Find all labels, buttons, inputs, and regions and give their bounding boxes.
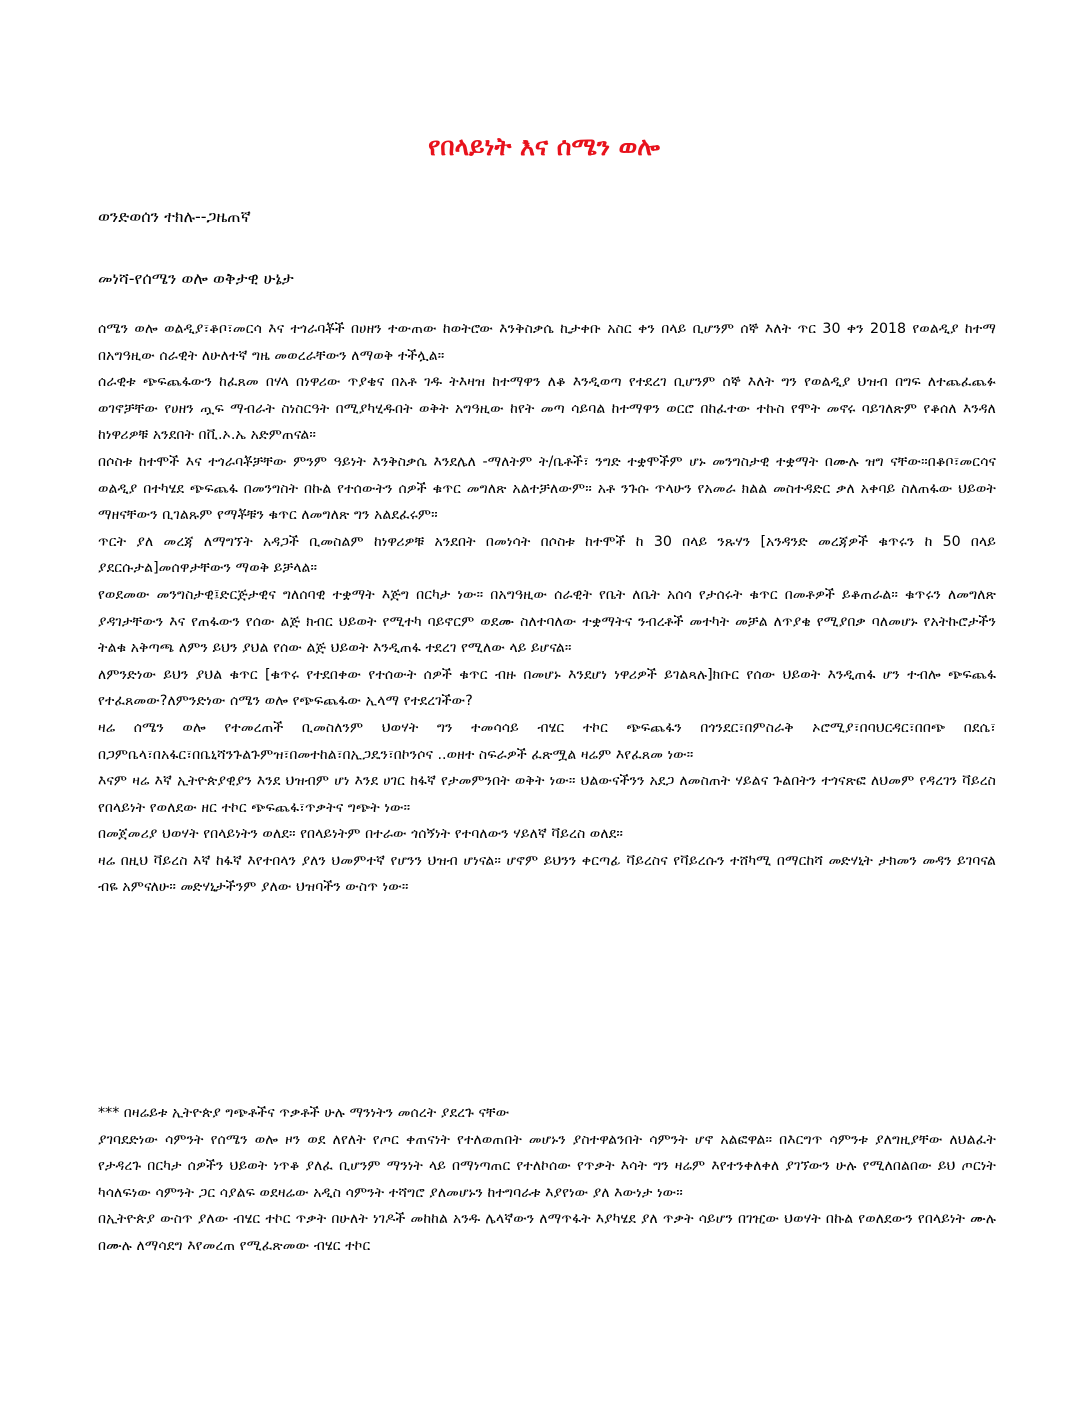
paragraph: በመጀመሪያ ህወሃት የበላይነትን ወለደ። የበላይነትም በተራው ጎሰኝነት የተባለውን ሃይለኛ ቫይረስ ወለደ።	[98, 826, 624, 843]
subheading: መነሻ-የሰሜን ወሎ ወቅታዊ ሁኔታ	[98, 269, 294, 288]
paragraph: ዛሬ ሰሜን ወሎ የተመረጠች ቢመስለንም ህወሃት ግን ተመሳሳይ ብሄር ተኮር ጭፍጨፋን በጎንደር፣በምስራቅ ኦሮሚያ፣በባህርዳር፣በበጭ በደሴ፣ በጋምቤላ፣በአፋር፣በቤኒሻንጉልጉምዝ፣በመተከል፣በኢጋዴን፣በኮንሶና ..ወዘተ ስፍራዎች ፈጽሟል ዛሬም እየፈጸመ ነው።	[98, 719, 996, 763]
section-heading: *** በዛሬይቱ ኢትዮጵያ ግጭቶችና ጥቃቶች ሁሉ ማንነትን መሰረት ያደረጉ ናቸው	[98, 1105, 510, 1121]
paragraph: ጥርት ያለ መረጃ ለማግኘት አዳጋች ቢመስልም ከነዋሪዎቹ አንደበት በመነሳት በሶስቱ ከተሞች ከ 30 በላይ ንጹሃን [አንዳንድ መረጃዎች ቁጥሩን ከ 50 በላይ ያደርሱታል]መሰዋታቸውን ማወቅ ይቻላል።	[98, 533, 996, 577]
paragraph: በሶስቱ ከተሞች እና ተጎራባቾቻቸው ምንም ዓይነት እንቅስቃሴ እንደሌለ -ማለትም ት/ቤቶች፣ ንግድ ተቋሞችም ሆኑ መንግስታዊ ተቋማት በሙሉ ዝግ ናቸው።በቆቦ፣መርሳና ወልዲያ በተካሄደ ጭፍጨፋ በመንግስት በኩል የተሰውትን ሰዎች ቁጥር መግለጽ አልተቻለውም። አቶ ንጉሱ ጥላሁን የአመራ ክልል መስተዳድር ቃለ አቀባይ ስለጠፋው ህይወት ማዘናቸውን ቢገልጹም የማቾቹን ቁጥር ለመግለጽ ግን አልደፈሩም።	[98, 453, 996, 524]
author-line: ወንድወሰን ተክሉ--ጋዜጠኛ	[98, 207, 251, 226]
body-text	[98, 316, 996, 901]
paragraph: ሰራዊቱ ጭፍጨፋውን ከፈጸመ በሃላ በነዋሪው ጥያቄና በአቶ ገዱ ትእዛዝ ከተማዋን ለቆ እንዲወጣ የተደረገ ቢሆንም ሰኞ እለት ግን የወልዲያ ህዝብ በግፍ ለተጨፈጨፉ ወገኖቻቸው የሀዘን ጧፍ ማብራት ስነስርዓት በሚያካሂዱበት ወቅት አግዓዚው ከየት መጣ ሳይባል ከተማዋን ወርሮ በከፈተው ተኩስ የሞት መኖሩ ባይገለጽም የቆሰለ እንዳለ ከነዋሪዎቹ አንደበት በቪ.ኦ.ኤ አድምጠናል።	[98, 374, 996, 444]
paragraph: በኢትዮጵያ ውስጥ ያለው ብሄር ተኮር ጥቃት በሁለት ነገዶች መከከል አንዱ ሌላኛውን ለማጥፋት እያካሄደ ያለ ጥቃት ሳይሆን በገዢው ህወሃት በኩል የወለደውን የበላይነት ሙሉ በሙሉ ለማሳደግ እየመረጠ የሚፈጽመው ብሄር ተኮር	[98, 1211, 996, 1254]
paragraph: ለምንድነው ይህን ያህል ቁጥር [ቁጥሩ የተደበቀው የተሰውት ሰዎች ቁጥር ብዙ በመሆኑ እንደሆነ ነዋሪዎች ይገልጻሉ]ክቡር የሰው ህይወት እንዲጠፋ ሆን ተብሎ ጭፍጨፋ የተፈጸመው?ለምንድነው ሰሜን ወሎ የጭፍጨፋው ኢላማ የተደረገችው?	[98, 666, 996, 710]
paragraph: የወደመው መንግስታዊ፤ድርጅታዊና ግለሰባዊ ተቋማት እጅግ በርካታ ነው። በአግዓዚው ሰራዊት የቤት ለቤት አሰሳ የታሰሩት ቁጥር በመቶዎች ይቆጠራል። ቁጥሩን ለመግለጽ ያዳገታቸውን እና የጠፋውን የሰው ልጅ ክብር ህይወት የሚተካ ባይኖርም ወደሙ ስለተባለው ተቋማትና ንብረቶች መተካት መቻል ለጥያቄ የሚያበቃ ባለመሆኑ የአትኩሮታችን ትልቁ አቅጣጫ ለምን ይህን ያህል የሰው ልጅ ህይወት እንዲጠፋ ተደረገ የሚለው ላይ ይሆናል።	[98, 586, 996, 657]
paragraph: ሰሜን ወሎ ወልዲያ፣ቆቦ፣መርሳ እና ተጎራባቾች በሀዘን ተውጠው ከወትሮው እንቅስቃሴ ኪታቀቡ አስር ቀን በላይ ቢሆንም ሰኞ እለት ጥር 30 ቀን 2018 የወልዲያ ከተማ በአግዓዚው ሰራዊት ለሁለተኛ ግዜ መወረራቸውን ለማወቅ ተችሏል።	[98, 321, 996, 364]
document-title: የበላይነት እና ሰሜን ወሎ	[428, 132, 660, 161]
section-two	[98, 1100, 996, 1260]
paragraph: ዛሬ በዚህ ቫይረስ እኛ ከፋኛ እየተበላን ያለን ህመምተኛ የሆንን ህዝብ ሆነናል። ሆኖም ይህንን ቀርጣፊ ቫይረስና የቫይረሱን ተሸካሚ በማርከሻ መድሃኒት ታክመን መዳን ይገባናል ብዬ አምናለሁ። መድሃኒታችንም ያለው ህዝባችን ውስጥ ነው።	[98, 852, 996, 896]
paragraph: እናም ዛሬ እኛ ኢትዮጵያዊያን እንደ ህዝብም ሆነ እንደ ሀገር ከፋኛ የታመምንበት ወቅት ነው። ህልውናችንን አደጋ ለመስጠት ሃይልና ጉልበትን ተጎናጽፎ ለህመም የዳረገን ቫይረስ የበላይነት የወለደው ዘር ተኮር ጭፍጨፋ፣ጥቃትና ግጭት ነው።	[98, 773, 996, 816]
paragraph: ያገባደድነው ሳምንት የሰሜን ወሎ ዞን ወደ ለየለት የጦር ቀጠናነት የተለወጠበት መሆኑን ያስተዋልንበት ሳምንት ሆኖ አልፎዋል። በእርግጥ ሳምንቱ ያለግዚያቸው ለህልፈት የታዳረጉ በርካታ ሰዎችን ህይወት ነጥቆ ያለፈ ቢሆንም ማንነት ላይ በማነጣጠር የተለኮሰው የጥቃት እሳት ግን ዛሬም እየተንቀለቀለ ያገኘውን ሁሉ የሚለበልበው ይህ ጦርነት ካሳለፍነው ሳምንት ጋር ሳያልፍ ወደዛሬው አዲስ ሳምንት ተሻግሮ ያለመሆኑን ከተግባራቱ እያየነው ያለ እውነታ ነው።	[98, 1131, 996, 1201]
